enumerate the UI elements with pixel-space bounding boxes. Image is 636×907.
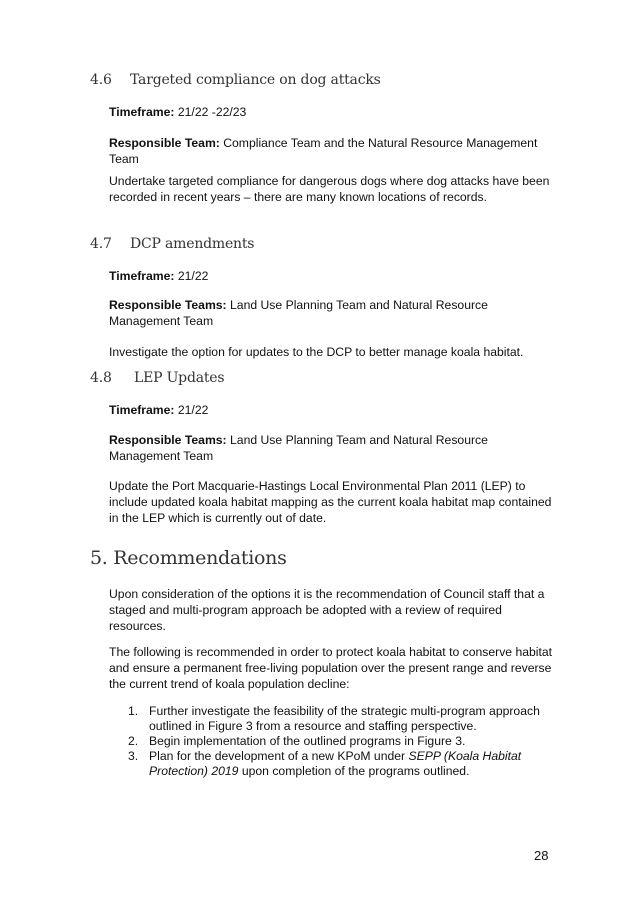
list-item-text-before: Plan for the development of a new KPoM under — [149, 749, 409, 763]
section-title: LEP Updates — [134, 370, 225, 386]
responsible-team-line — [109, 432, 554, 464]
responsible-team-line — [109, 297, 554, 329]
list-item-text-after: upon completion of the programs outlined. — [238, 764, 470, 778]
list-item-text: Further investigate the feasibility of the strategic multi-program approach outlined in Figure 3 from a resource and staffing perspective. — [149, 704, 540, 733]
recommendations-heading: 5. Recommendations — [90, 547, 287, 569]
team-value: Compliance Team and the Natural Resource Management Team — [109, 136, 538, 166]
list-item-number: 2. — [128, 734, 139, 748]
team-value: Land Use Planning Team and Natural Resource Management Team — [109, 433, 488, 463]
section-number: 4.8 — [90, 370, 112, 386]
team-label: Responsible Teams: — [109, 433, 227, 447]
section-number: 4.7 — [90, 236, 112, 252]
timeframe-label: Timeframe: — [109, 269, 175, 283]
timeframe-label: Timeframe: — [109, 403, 175, 417]
timeframe-line — [109, 402, 554, 418]
list-item — [109, 734, 554, 749]
timeframe-value: 21/22 -22/23 — [174, 105, 247, 119]
section-body: Investigate the option for updates to the DCP to better manage koala habitat. — [109, 345, 524, 359]
list-item — [109, 704, 554, 734]
team-value: Land Use Planning Team and Natural Resource Management Team — [109, 298, 488, 328]
timeframe-line — [109, 268, 554, 284]
list-item-number: 3. — [128, 749, 139, 763]
recommendations-para-1: Upon consideration of the options it is the recommendation of Council staff that a staged and multi-program approach be adopted with a review of required resources. — [109, 587, 545, 633]
team-label: Responsible Team: — [109, 136, 220, 150]
section-body: Undertake targeted compliance for dangerous dogs where dog attacks have been recorded in recent years – there are many known locations of records. — [109, 174, 550, 204]
section-title: Targeted compliance on dog attacks — [130, 72, 381, 88]
list-item-number: 1. — [128, 704, 139, 718]
section-number: 4.6 — [90, 72, 112, 88]
list-item-text: Begin implementation of the outlined programs in Figure 3. — [149, 734, 466, 748]
page-number: 28 — [534, 848, 549, 863]
team-label: Responsible Teams: — [109, 298, 227, 312]
timeframe-line — [109, 104, 554, 120]
section-heading-4-8 — [90, 370, 224, 386]
section-heading-4-7 — [90, 236, 254, 252]
list-item-text-italic: SEPP (Koala Habitat Protection) 2019 — [149, 749, 522, 778]
timeframe-label: Timeframe: — [109, 105, 175, 119]
section-body: Update the Port Macquarie-Hastings Local Environmental Plan 2011 (LEP) to include updated koala habitat mapping as the current koala habitat map contained in the LEP which is currently out of date. — [109, 479, 552, 525]
list-item — [109, 749, 554, 779]
recommendations-list — [109, 704, 554, 779]
section-heading-4-6 — [90, 72, 381, 88]
timeframe-value: 21/22 — [174, 403, 209, 417]
recommendations-para-2: The following is recommended in order to protect koala habitat to conserve habitat and ensure a permanent free-living population over the present range and reverse the current trend of koala population decline: — [109, 645, 553, 691]
timeframe-value: 21/22 — [174, 269, 209, 283]
section-title: DCP amendments — [130, 236, 255, 252]
responsible-team-line — [109, 135, 554, 167]
